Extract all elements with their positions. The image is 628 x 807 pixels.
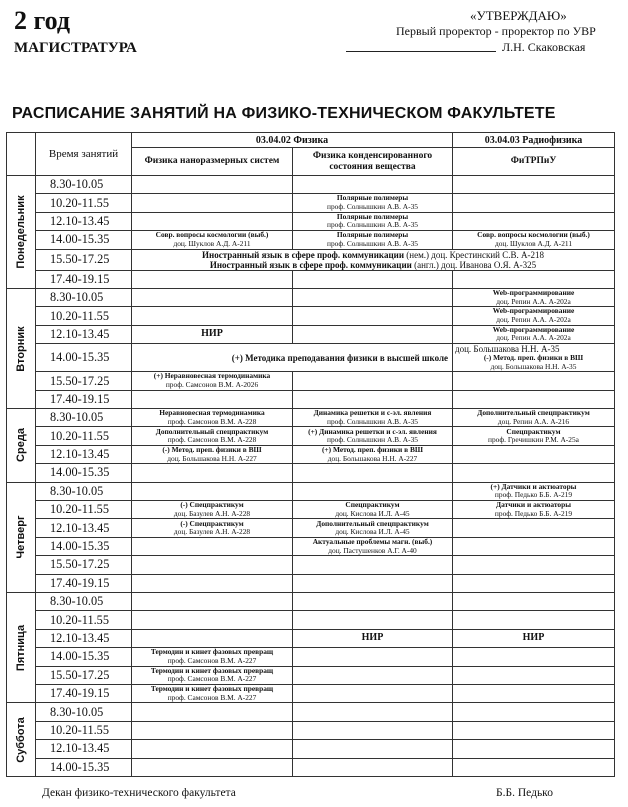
schedule-cell [453, 409, 615, 427]
class-name: Дополнительный спецпрактикум [477, 408, 590, 418]
schedule-cell [293, 703, 453, 721]
schedule-cell [453, 501, 615, 519]
teacher: проф. Самсонов В.М. А-227 [167, 692, 257, 702]
time-slot: 15.50-17.25 [36, 249, 132, 270]
teacher: (нем.) доц. Крестинский С.В. А-218 [406, 249, 544, 260]
schedule-cell [453, 758, 615, 776]
schedule-cell [132, 194, 293, 212]
schedule-cell [132, 445, 293, 463]
time-slot: 15.50-17.25 [36, 556, 132, 574]
teacher: доц. Большакова Н.Н. А-35 [490, 361, 577, 371]
schedule-cell [132, 758, 293, 776]
approve-stamp: «УТВЕРЖДАЮ» [470, 8, 567, 23]
teacher: проф. Педько Б.Б. А-219 [494, 508, 573, 518]
class-name: Неравновесная термодинамика [159, 408, 265, 418]
schedule-cell [132, 666, 293, 684]
schedule-cell [453, 325, 615, 343]
class-name: Полярные полимеры [336, 212, 409, 221]
col-header-condensed: Физика конденсированного состояния вещества [293, 148, 453, 176]
day-tuesday: Вторник [7, 288, 36, 408]
schedule-cell [293, 212, 453, 230]
class-name: Web-программирование [492, 325, 575, 334]
schedule-cell [293, 427, 453, 445]
teacher: доц. Репин А.А. А-202а [496, 333, 571, 343]
time-slot: 14.00-15.35 [36, 758, 132, 776]
time-slot: 8.30-10.05 [36, 593, 132, 611]
schedule-cell [293, 270, 453, 288]
teacher: проф. Солнышкин А.В. А-35 [326, 202, 418, 212]
class-name: Дополнительный спецпрактикум [155, 426, 269, 436]
schedule-cell [132, 344, 453, 372]
schedule-cell [293, 648, 453, 666]
schedule-cell [453, 212, 615, 230]
class-name: Динамика решетки и с-эл. явления [313, 408, 432, 418]
class-name: Полярные полимеры [336, 230, 409, 240]
day-friday: Пятница [7, 593, 36, 703]
time-slot: 15.50-17.25 [36, 666, 132, 684]
schedule-cell: НИР [132, 325, 293, 343]
teacher: доц. Пастушенков А.Г. А-40 [328, 545, 417, 555]
schedule-cell [132, 372, 293, 390]
day-monday: Понедельник [7, 176, 36, 289]
schedule-cell [453, 270, 615, 288]
time-header: Время занятий [36, 133, 132, 176]
time-slot: 10.20-11.55 [36, 501, 132, 519]
time-slot: 14.00-15.35 [36, 344, 132, 372]
class-name: Спецпрактикум [345, 500, 400, 510]
teacher: доц. Базулев А.Н. А-228 [173, 508, 251, 518]
schedule-cell [293, 574, 453, 592]
schedule-cell [132, 270, 293, 288]
approver-name: Л.Н. Скаковская [502, 40, 586, 54]
schedule-cell [453, 593, 615, 611]
class-name: Совр. вопросы космологии (выб.) [155, 230, 269, 240]
teacher: доц. Репин А.А. А-202а [496, 315, 571, 325]
schedule-cell [453, 307, 615, 325]
teacher: доц. Базулев А.Н. А-228 [173, 527, 251, 537]
teacher: проф. Солнышкин А.В. А-35 [326, 435, 418, 445]
schedule-cell [132, 231, 293, 249]
class-name: (+) Датчики и актюаторы [490, 482, 577, 491]
teacher: (англ.) доц. Иванова О.Я. А-325 [414, 259, 537, 270]
schedule-cell [453, 427, 615, 445]
class-name: Актуальные проблемы магн. (выб.) [312, 537, 433, 546]
schedule-cell [453, 231, 615, 249]
schedule-cell [132, 288, 293, 306]
time-slot: 10.20-11.55 [36, 194, 132, 212]
corner-cell [7, 133, 36, 176]
time-slot: 12.10-13.45 [36, 740, 132, 758]
schedule-cell [453, 721, 615, 739]
time-slot: 8.30-10.05 [36, 482, 132, 500]
dean-title: Декан физико-технического факультета [42, 787, 236, 799]
year-heading: 2 год [14, 6, 71, 35]
schedule-cell [132, 611, 293, 629]
schedule-cell [453, 556, 615, 574]
class-name: Термодин и кинет фазовых превращ [150, 684, 274, 694]
schedule-cell [132, 501, 293, 519]
direction-radiophysics: 03.04.03 Радиофизика [453, 133, 615, 148]
time-slot: 17.40-19.15 [36, 574, 132, 592]
time-slot: 10.20-11.55 [36, 427, 132, 445]
schedule-cell [293, 390, 453, 408]
schedule-cell [453, 445, 615, 463]
schedule-cell [293, 556, 453, 574]
schedule-cell [293, 372, 453, 390]
teacher: проф. Самсонов В.М. А-228 [167, 416, 257, 426]
class-name: (-) Спецпрактикум [180, 518, 244, 528]
schedule-cell [293, 721, 453, 739]
schedule-cell [293, 231, 453, 249]
col-header-nano: Физика наноразмерных систем [132, 148, 293, 176]
time-slot: 12.10-13.45 [36, 212, 132, 230]
class-name: (-) Метод. преп. физики в ВШ [162, 445, 262, 454]
schedule-cell [132, 556, 293, 574]
teacher: проф. Самсонов В.М. А-227 [167, 655, 257, 665]
schedule-cell [132, 464, 293, 482]
schedule-cell [453, 648, 615, 666]
schedule-cell [132, 721, 293, 739]
program-heading: МАГИСТРАТУРА [14, 40, 137, 56]
schedule-cell [453, 684, 615, 702]
class-name: Дополнительный спецпрактикум [316, 518, 429, 528]
schedule-cell [132, 482, 293, 500]
class-name: Термодин и кинет фазовых превращ [150, 666, 274, 675]
class-name: Иностранный язык в сфере проф. коммуникации [209, 259, 412, 270]
approver-position: Первый проректор - проректор по УВР [396, 24, 596, 38]
schedule-cell [293, 519, 453, 537]
schedule-cell [453, 372, 615, 390]
schedule-cell [293, 501, 453, 519]
schedule-cell [293, 611, 453, 629]
schedule-cell [453, 482, 615, 500]
schedule-cell [132, 427, 293, 445]
schedule-cell [293, 445, 453, 463]
time-slot: 14.00-15.35 [36, 464, 132, 482]
schedule-cell [293, 593, 453, 611]
teacher: доц. Шуклов А.Д. А-211 [494, 238, 573, 248]
teacher: проф. Педько Б.Б. А-219 [494, 490, 573, 500]
time-slot: 14.00-15.35 [36, 231, 132, 249]
time-slot: 17.40-19.15 [36, 270, 132, 288]
direction-physics: 03.04.02 Физика [132, 133, 453, 148]
schedule-cell [453, 288, 615, 306]
time-slot: 17.40-19.15 [36, 390, 132, 408]
schedule-cell [293, 464, 453, 482]
time-slot: 14.00-15.35 [36, 537, 132, 555]
schedule-cell [132, 212, 293, 230]
teacher: доц. Репин А.А. А-202а [496, 296, 571, 306]
teacher: проф. Самсонов В.М. А-2026 [165, 380, 259, 389]
page-title: РАСПИСАНИЕ ЗАНЯТИЙ НА ФИЗИКО-ТЕХНИЧЕСКОМ ФАКУЛЬТЕТЕ [12, 105, 556, 122]
teacher: доц. Большакова Н.Н. А-227 [327, 453, 418, 463]
schedule-cell [293, 288, 453, 306]
schedule-cell [293, 482, 453, 500]
time-slot: 8.30-10.05 [36, 176, 132, 194]
schedule-cell [293, 176, 453, 194]
schedule-cell [453, 666, 615, 684]
class-name: Термодин и кинет фазовых превращ [150, 647, 274, 657]
class-name: Спецпрактикум [506, 426, 561, 436]
schedule-cell [453, 176, 615, 194]
teacher: проф. Солнышкин А.В. А-35 [326, 416, 418, 426]
schedule-cell [293, 740, 453, 758]
schedule-cell [132, 249, 615, 270]
schedule-cell [293, 194, 453, 212]
schedule-cell [132, 629, 293, 647]
time-slot: 10.20-11.55 [36, 611, 132, 629]
teacher: проф. Солнышкин А.В. А-35 [326, 238, 418, 248]
time-slot: 8.30-10.05 [36, 288, 132, 306]
schedule-cell: НИР [453, 629, 615, 647]
schedule-cell [293, 684, 453, 702]
teacher: доц. Репин А.А. А-216 [497, 416, 570, 426]
schedule-cell [293, 325, 453, 343]
time-slot: 8.30-10.05 [36, 703, 132, 721]
schedule-cell [132, 409, 293, 427]
time-slot: 12.10-13.45 [36, 629, 132, 647]
schedule-cell [132, 593, 293, 611]
schedule-cell [132, 307, 293, 325]
schedule-cell [132, 537, 293, 555]
schedule-cell [453, 537, 615, 555]
schedule-cell [453, 519, 615, 537]
schedule-cell [132, 574, 293, 592]
schedule-cell [132, 684, 293, 702]
schedule-cell [132, 740, 293, 758]
schedule-cell [293, 409, 453, 427]
class-name: (-) Метод. преп. физики в ВШ [483, 353, 584, 363]
signature-line [346, 51, 496, 52]
schedule-cell [453, 574, 615, 592]
schedule-cell [453, 611, 615, 629]
schedule-cell [453, 740, 615, 758]
class-name: (-) Спецпрактикум [180, 500, 244, 510]
schedule-cell [132, 519, 293, 537]
schedule-cell [132, 703, 293, 721]
day-wednesday: Среда [7, 409, 36, 483]
schedule-cell [453, 464, 615, 482]
dean-name: Б.Б. Педько [496, 787, 553, 799]
class-name: Web-программирование [492, 306, 575, 316]
class-name: Web-программирование [492, 288, 575, 298]
teacher: проф. Самсонов В.М. А-227 [167, 674, 257, 684]
time-slot: 14.00-15.35 [36, 648, 132, 666]
schedule-cell [453, 344, 615, 372]
schedule-cell [132, 176, 293, 194]
schedule-cell [132, 390, 293, 408]
teacher: доц. Большакова Н.Н. А-35 [455, 344, 560, 355]
schedule-cell [453, 390, 615, 408]
teacher: доц. Большакова Н.Н. А-227 [167, 453, 257, 463]
time-slot: 12.10-13.45 [36, 445, 132, 463]
day-saturday: Суббота [7, 703, 36, 777]
schedule-cell [453, 703, 615, 721]
time-slot: 10.20-11.55 [36, 307, 132, 325]
class-name: (+) Неравновесная термодинамика [153, 371, 271, 381]
class-name: (+) Динамика решетки и с-эл. явления [308, 426, 437, 436]
teacher: проф. Самсонов В.М. А-228 [167, 435, 257, 445]
class-name: (+) Методика преподавания физики в высшей школе [231, 352, 448, 363]
class-name: (+) Метод. преп. физики в ВШ [321, 445, 424, 454]
class-name: Полярные полимеры [336, 193, 409, 203]
time-slot: 12.10-13.45 [36, 519, 132, 537]
schedule-cell: НИР [293, 629, 453, 647]
time-slot: 8.30-10.05 [36, 409, 132, 427]
schedule-cell [453, 194, 615, 212]
schedule-cell [132, 648, 293, 666]
teacher: доц. Кислова И.Л. А-45 [335, 527, 410, 537]
teacher: доц. Шуклов А.Д. А-211 [173, 238, 251, 248]
teacher: доц. Кислова И.Л. А-45 [335, 508, 410, 518]
time-slot: 12.10-13.45 [36, 325, 132, 343]
teacher: проф. Гречишкин Р.М. А-25а [488, 435, 579, 445]
schedule-cell [293, 666, 453, 684]
schedule-cell [293, 758, 453, 776]
schedule-cell [293, 307, 453, 325]
class-name: Иностранный язык в сфере проф. коммуникации [202, 249, 405, 260]
time-slot: 17.40-19.15 [36, 684, 132, 702]
time-slot: 10.20-11.55 [36, 721, 132, 739]
class-name: Совр. вопросы космологии (выб.) [477, 230, 590, 240]
schedule-cell [293, 537, 453, 555]
day-thursday: Четверг [7, 482, 36, 592]
col-header-fitrpiu: ФиТРПиУ [453, 148, 615, 176]
class-name: Датчики и актюаторы [496, 500, 571, 510]
schedule-table [6, 132, 615, 777]
teacher: проф. Солнышкин А.В. А-35 [326, 220, 418, 230]
time-slot: 15.50-17.25 [36, 372, 132, 390]
